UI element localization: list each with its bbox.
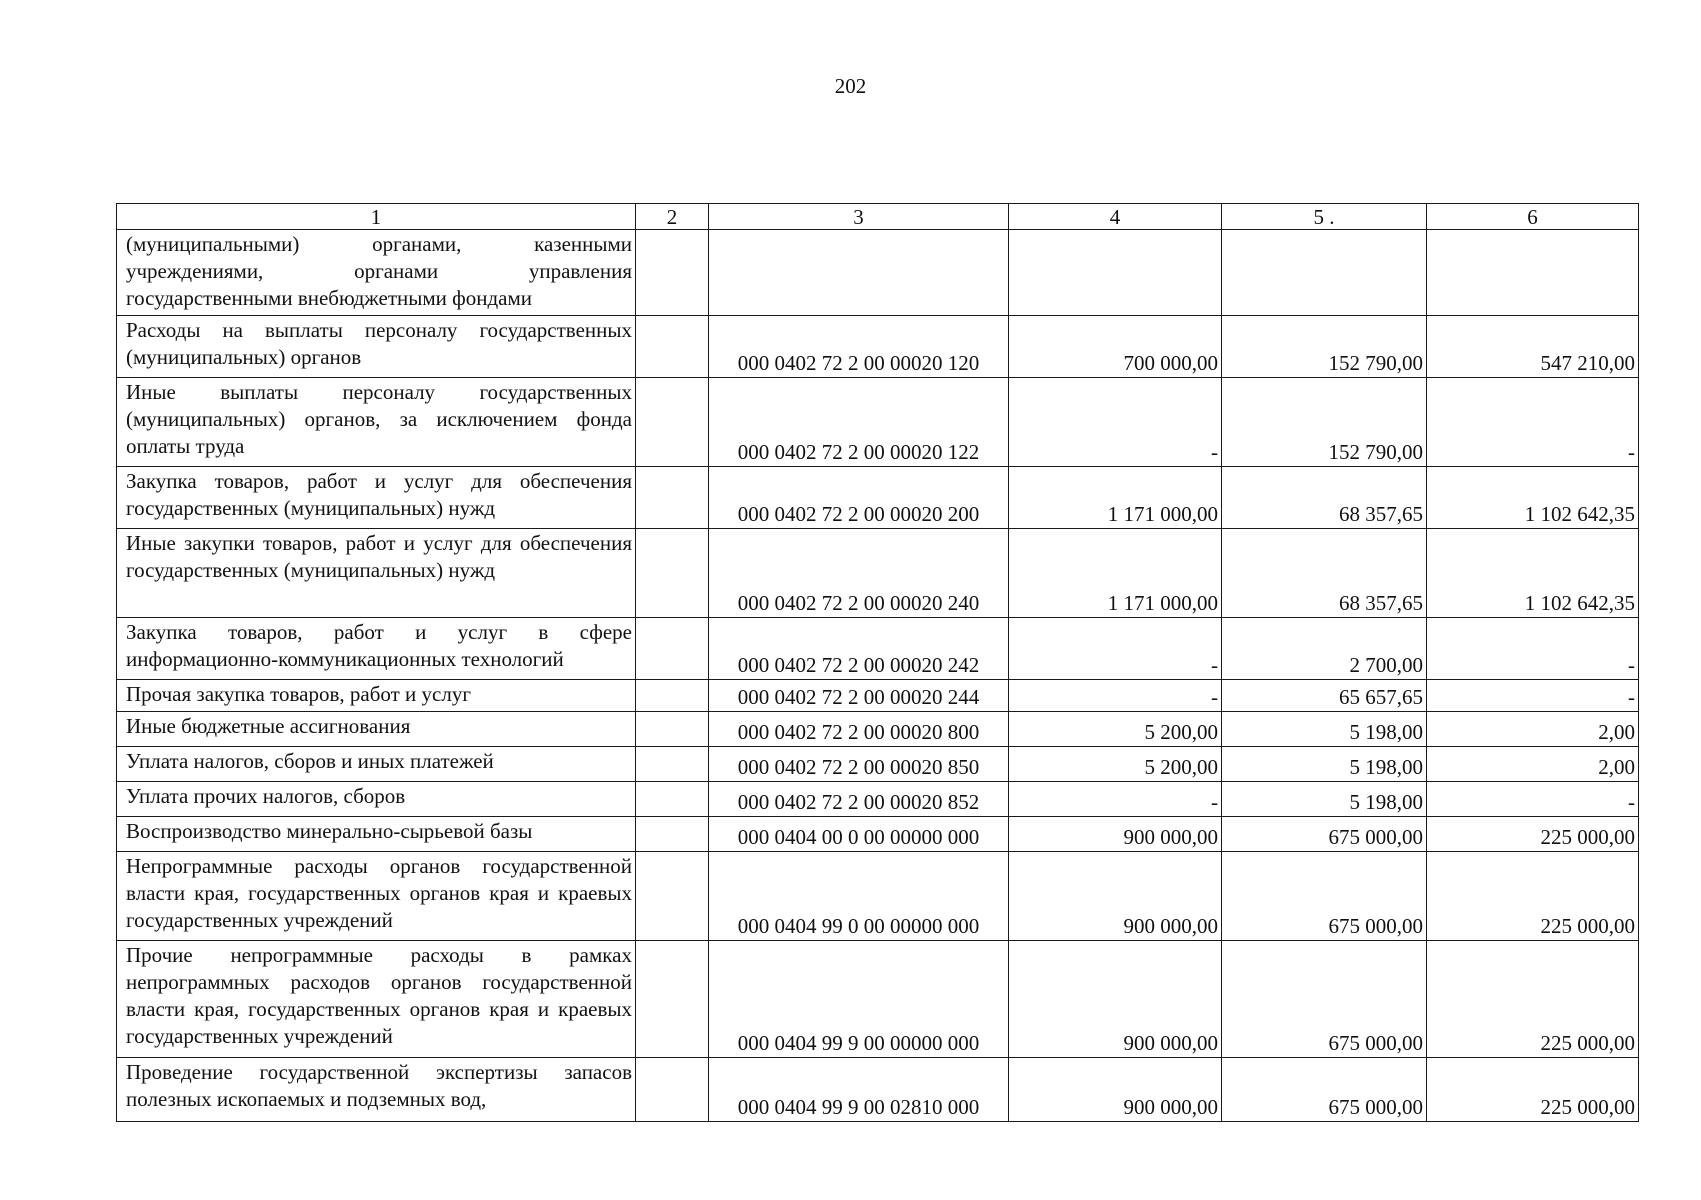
page-number: 202 — [834, 74, 867, 98]
table-row — [117, 782, 1639, 817]
row-value-col6: 225 000,00 — [1427, 1058, 1639, 1122]
row-col2 — [636, 680, 709, 712]
table-row — [117, 529, 1639, 618]
row-value-col5: 675 000,00 — [1222, 852, 1427, 941]
header-cell: 3 — [709, 204, 1009, 230]
row-value-col4: - — [1009, 782, 1222, 817]
row-value-col4: 1 171 000,00 — [1009, 467, 1222, 529]
table-row — [117, 941, 1639, 1058]
row-description: Проведение государственной экспертизы запасов полезных ископаемых и подземных вод, — [117, 1058, 636, 1122]
row-description: Уплата прочих налогов, сборов — [117, 782, 636, 817]
row-budget-code: 000 0402 72 2 00 00020 200 — [709, 467, 1009, 529]
row-value-col4: 900 000,00 — [1009, 941, 1222, 1058]
row-col2 — [636, 316, 709, 378]
table-row — [117, 230, 1639, 316]
row-budget-code: 000 0404 99 0 00 00000 000 — [709, 852, 1009, 941]
row-value-col4 — [1009, 230, 1222, 316]
row-value-col5: 2 700,00 — [1222, 618, 1427, 680]
row-value-col5: 675 000,00 — [1222, 817, 1427, 852]
row-col2 — [636, 782, 709, 817]
table-row — [117, 712, 1639, 747]
row-budget-code: 000 0402 72 2 00 00020 240 — [709, 529, 1009, 618]
row-value-col5: 152 790,00 — [1222, 378, 1427, 467]
header-cell: 5 . — [1222, 204, 1427, 230]
row-value-col4: 900 000,00 — [1009, 817, 1222, 852]
row-col2 — [636, 712, 709, 747]
row-budget-code — [709, 230, 1009, 316]
row-value-col5: 68 357,65 — [1222, 529, 1427, 618]
header-cell: 4 — [1009, 204, 1222, 230]
row-budget-code: 000 0404 99 9 00 02810 000 — [709, 1058, 1009, 1122]
row-col2 — [636, 817, 709, 852]
row-description: Уплата налогов, сборов и иных платежей — [117, 747, 636, 782]
row-value-col5: 68 357,65 — [1222, 467, 1427, 529]
row-description: Воспроизводство минерально-сырьевой базы — [117, 817, 636, 852]
row-value-col5: 5 198,00 — [1222, 782, 1427, 817]
row-budget-code: 000 0402 72 2 00 00020 244 — [709, 680, 1009, 712]
row-budget-code: 000 0404 99 9 00 00000 000 — [709, 941, 1009, 1058]
table-header-row — [117, 204, 1639, 230]
row-value-col6: 225 000,00 — [1427, 817, 1639, 852]
row-value-col4: 700 000,00 — [1009, 316, 1222, 378]
row-value-col5 — [1222, 230, 1427, 316]
row-value-col4: 900 000,00 — [1009, 852, 1222, 941]
header-cell: 2 — [636, 204, 709, 230]
row-description: Прочие непрограммные расходы в рамках непрограммных расходов органов государственной власти края, государственных органов края и краевых государственных учреждений — [117, 941, 636, 1058]
row-value-col6: - — [1427, 782, 1639, 817]
table-row — [117, 817, 1639, 852]
row-value-col5: 152 790,00 — [1222, 316, 1427, 378]
row-value-col5: 675 000,00 — [1222, 1058, 1427, 1122]
table-row — [117, 1058, 1639, 1122]
row-value-col6: 547 210,00 — [1427, 316, 1639, 378]
row-value-col6: 225 000,00 — [1427, 852, 1639, 941]
row-value-col5: 65 657,65 — [1222, 680, 1427, 712]
table-row — [117, 852, 1639, 941]
row-value-col6: - — [1427, 378, 1639, 467]
row-description: Закупка товаров, работ и услуг для обеспечения государственных (муниципальных) нужд — [117, 467, 636, 529]
table-row — [117, 680, 1639, 712]
table-row — [117, 316, 1639, 378]
row-description: Прочая закупка товаров, работ и услуг — [117, 680, 636, 712]
row-col2 — [636, 941, 709, 1058]
row-description: Иные выплаты персоналу государственных (муниципальных) органов, за исключением фонда оплаты труда — [117, 378, 636, 467]
row-col2 — [636, 378, 709, 467]
row-budget-code: 000 0402 72 2 00 00020 850 — [709, 747, 1009, 782]
row-value-col6: - — [1427, 680, 1639, 712]
row-col2 — [636, 747, 709, 782]
row-col2 — [636, 618, 709, 680]
row-col2 — [636, 852, 709, 941]
row-value-col6 — [1427, 230, 1639, 316]
row-budget-code: 000 0402 72 2 00 00020 122 — [709, 378, 1009, 467]
row-description: Непрограммные расходы органов государственной власти края, государственных органов края и краевых государственных учреждений — [117, 852, 636, 941]
row-value-col4: 900 000,00 — [1009, 1058, 1222, 1122]
row-value-col6: 1 102 642,35 — [1427, 529, 1639, 618]
row-value-col5: 5 198,00 — [1222, 747, 1427, 782]
row-col2 — [636, 230, 709, 316]
row-value-col5: 675 000,00 — [1222, 941, 1427, 1058]
table-row — [117, 467, 1639, 529]
row-value-col4: - — [1009, 378, 1222, 467]
row-description: Иные закупки товаров, работ и услуг для обеспечения государственных (муниципальных) нужд — [117, 529, 636, 618]
row-value-col6: 225 000,00 — [1427, 941, 1639, 1058]
row-value-col5: 5 198,00 — [1222, 712, 1427, 747]
row-budget-code: 000 0402 72 2 00 00020 120 — [709, 316, 1009, 378]
row-col2 — [636, 1058, 709, 1122]
row-description: Расходы на выплаты персоналу государственных (муниципальных) органов — [117, 316, 636, 378]
row-value-col4: - — [1009, 618, 1222, 680]
header-cell: 6 — [1427, 204, 1639, 230]
row-value-col6: 1 102 642,35 — [1427, 467, 1639, 529]
row-value-col4: 5 200,00 — [1009, 747, 1222, 782]
table-row — [117, 747, 1639, 782]
row-budget-code: 000 0404 00 0 00 00000 000 — [709, 817, 1009, 852]
row-budget-code: 000 0402 72 2 00 00020 800 — [709, 712, 1009, 747]
row-value-col4: 1 171 000,00 — [1009, 529, 1222, 618]
row-value-col6: - — [1427, 618, 1639, 680]
row-budget-code: 000 0402 72 2 00 00020 852 — [709, 782, 1009, 817]
row-budget-code: 000 0402 72 2 00 00020 242 — [709, 618, 1009, 680]
row-value-col6: 2,00 — [1427, 712, 1639, 747]
row-description: Иные бюджетные ассигнования — [117, 712, 636, 747]
row-value-col6: 2,00 — [1427, 747, 1639, 782]
row-col2 — [636, 529, 709, 618]
budget-table — [116, 203, 1639, 1122]
row-description: (муниципальными) органами, казенными учреждениями, органами управления государственными внебюджетными фондами — [117, 230, 636, 316]
row-description: Закупка товаров, работ и услуг в сфере информационно-коммуникационных технологий — [117, 618, 636, 680]
table-row — [117, 618, 1639, 680]
table-row — [117, 378, 1639, 467]
row-value-col4: - — [1009, 680, 1222, 712]
row-col2 — [636, 467, 709, 529]
row-value-col4: 5 200,00 — [1009, 712, 1222, 747]
header-cell: 1 — [117, 204, 636, 230]
